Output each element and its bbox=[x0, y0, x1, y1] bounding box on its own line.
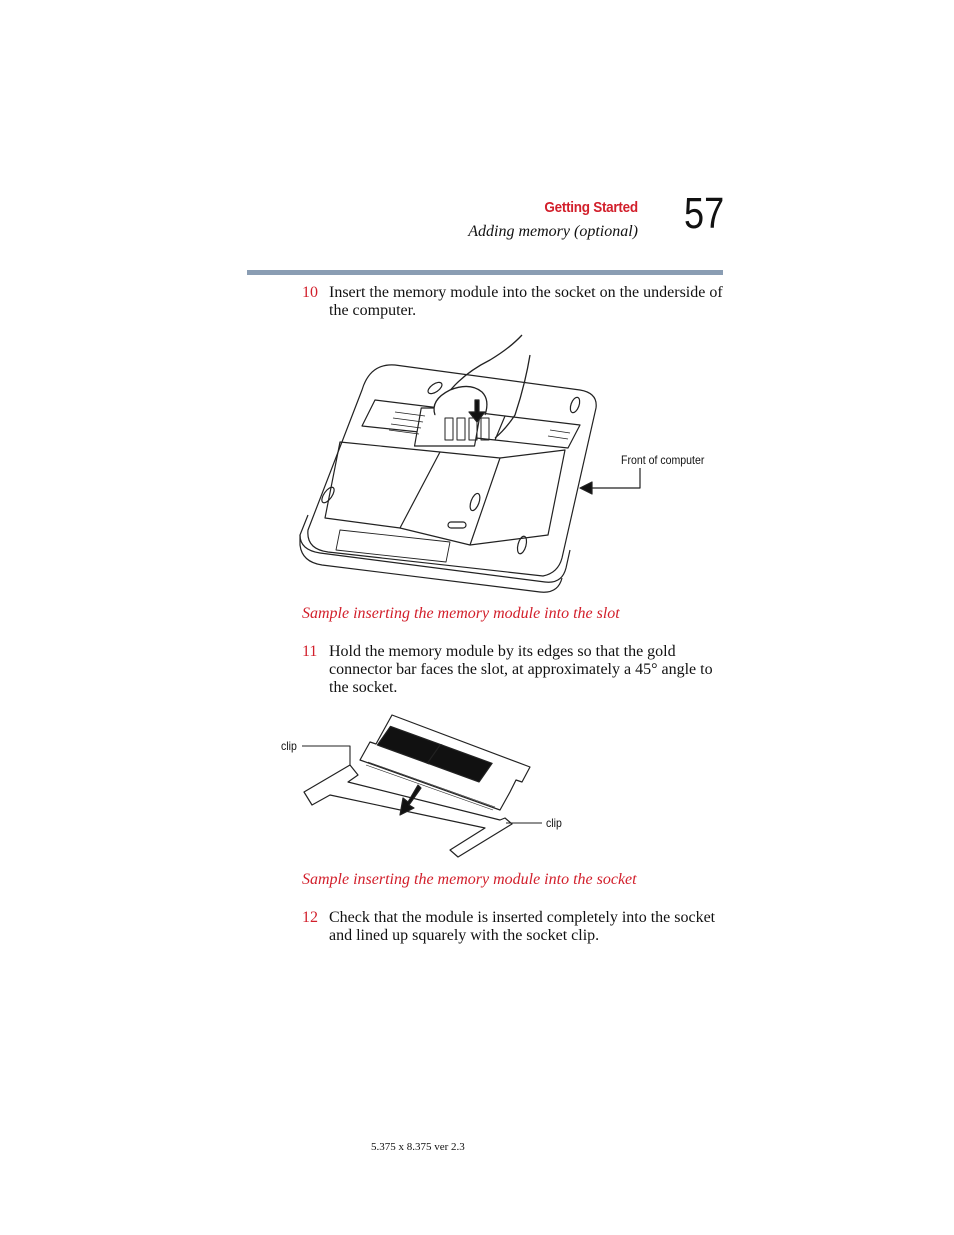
memory-module-illustration bbox=[300, 710, 540, 865]
laptop-underside-illustration bbox=[300, 330, 600, 595]
step-number: 10 bbox=[302, 284, 318, 301]
step-text: Hold the memory module by its edges so that the gold connector bar faces the slot, at approximately a 45° angle to the socket. bbox=[329, 643, 713, 696]
figure-caption: Sample inserting the memory module into the socket bbox=[302, 871, 637, 888]
step-number: 11 bbox=[302, 643, 318, 660]
step-text: Check that the module is inserted completely into the socket and lined up squarely with the socket clip. bbox=[329, 909, 716, 944]
figure-caption: Sample inserting the memory module into the slot bbox=[302, 605, 620, 622]
subsection-title: Adding memory (optional) bbox=[468, 223, 638, 240]
callout-front-of-computer: Front of computer bbox=[621, 453, 705, 467]
page-number: 57 bbox=[684, 189, 725, 238]
callout-clip-left: clip bbox=[281, 739, 297, 753]
callout-clip-right: clip bbox=[546, 816, 562, 830]
section-title: Getting Started bbox=[544, 199, 638, 216]
step-text: Insert the memory module into the socket on the underside of the computer. bbox=[329, 284, 723, 319]
step-number: 12 bbox=[302, 909, 318, 926]
header-rule bbox=[247, 270, 723, 275]
footer-version: 5.375 x 8.375 ver 2.3 bbox=[371, 1141, 465, 1153]
